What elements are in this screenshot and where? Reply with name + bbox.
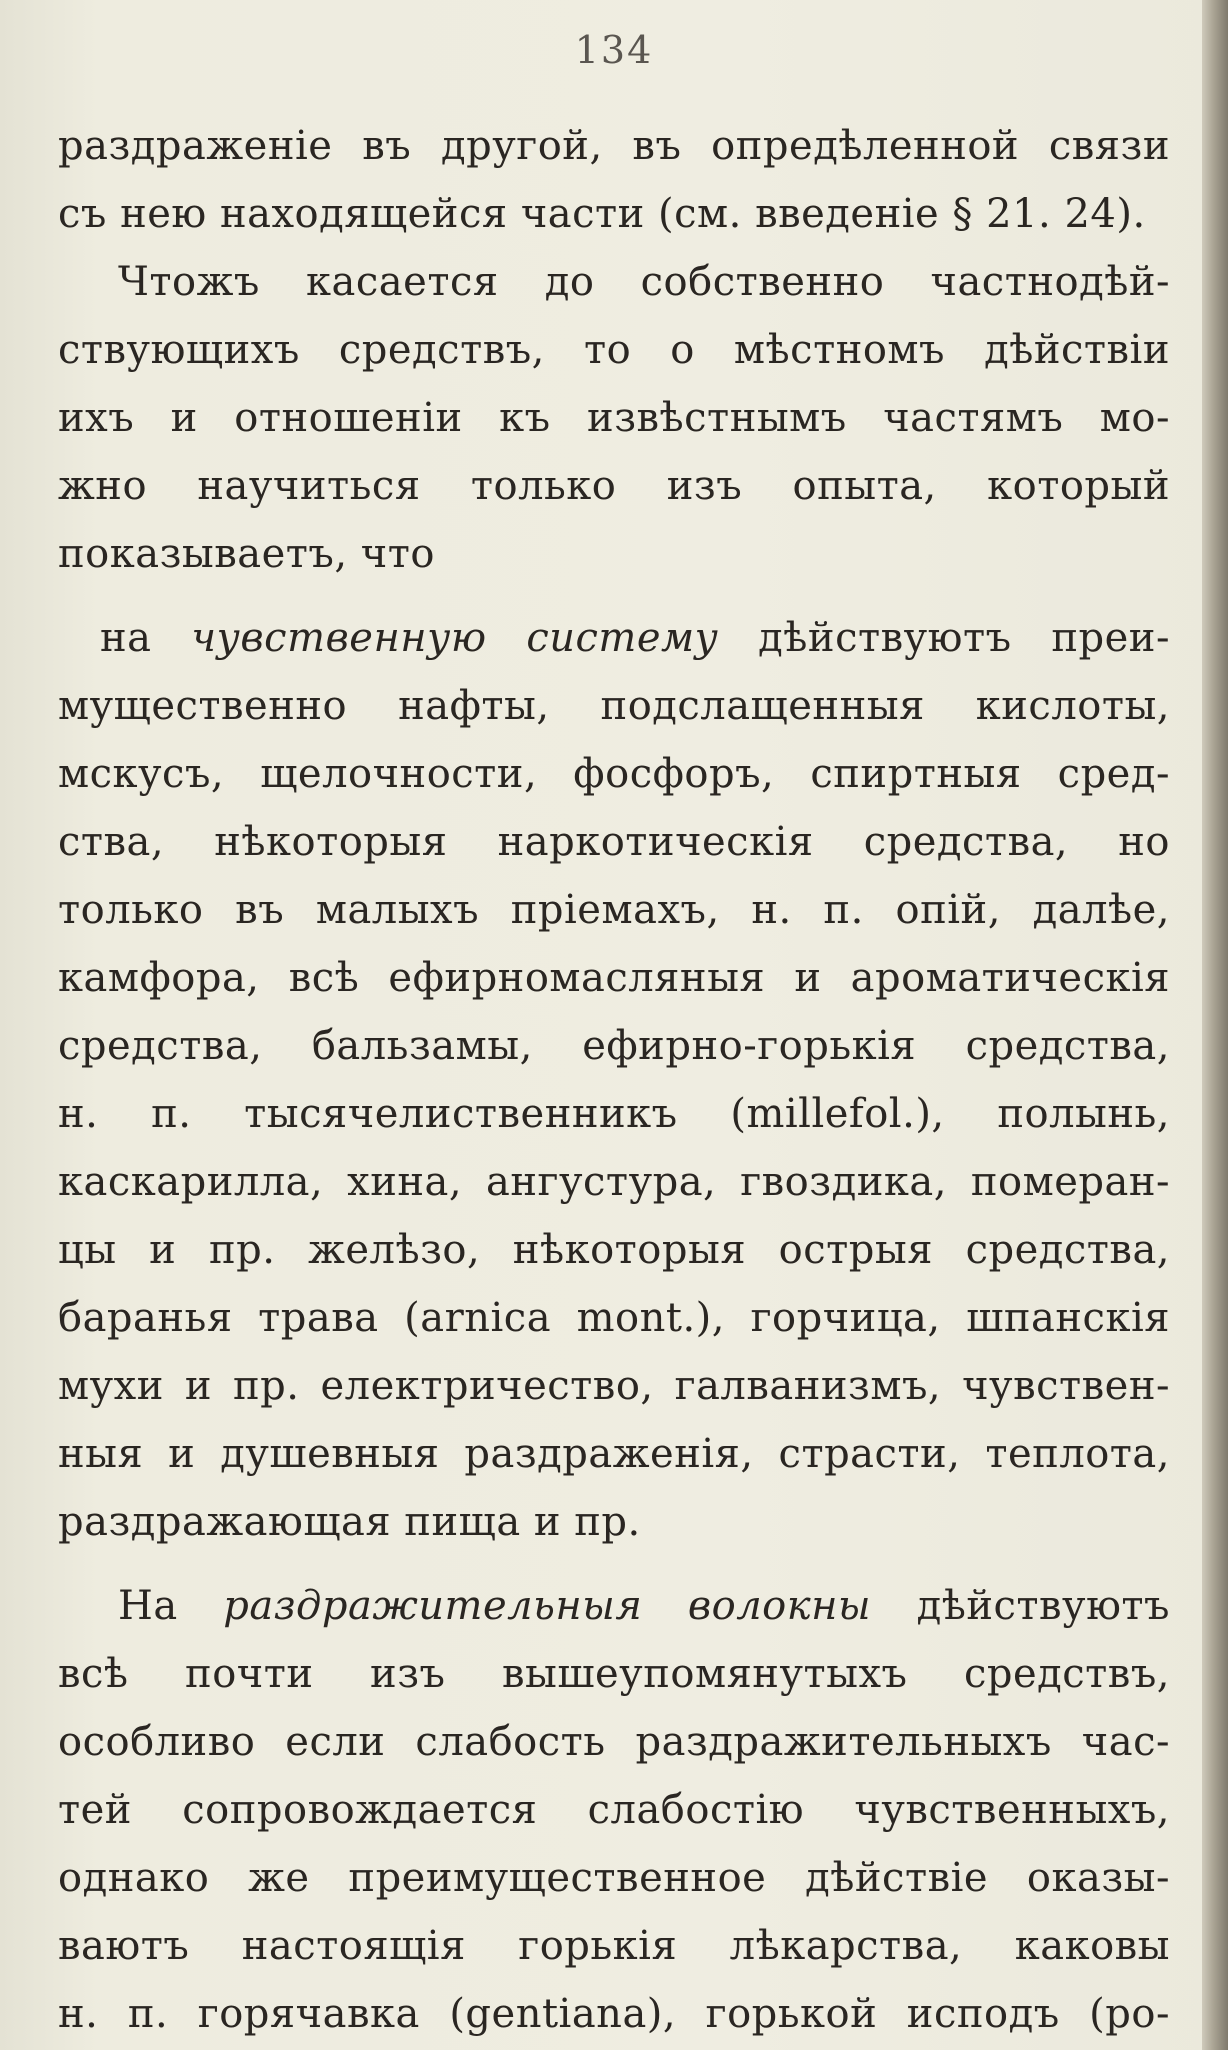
paragraph-2 [58,248,1170,588]
text-line: Чтожъ касается до собственно частнодѣй- [118,259,1170,305]
page-edge-shadow [1202,0,1228,2050]
paragraph-gap [58,1556,1170,1572]
text-line: каскарилла, хина, ангустура, гвоздика, померан- [58,1159,1170,1205]
text-line: раздраженіе въ другой, въ опредѣленной связи [58,123,1170,169]
text-line: баранья трава (arnica mont.), горчица, шпанскія [58,1295,1170,1341]
text-line: мущественно нафты, подслащенныя кислоты, [58,683,1170,729]
paragraph-1 [58,112,1170,248]
emphasis-text: чувственную систему [191,615,719,661]
text-line: жно научиться только изъ опыта, который [58,463,1170,509]
text-line: средства, бальзамы, ефирно-горькія средства, [58,1023,1170,1069]
text-line: ваютъ настоящія горькія лѣкарства, каковы [58,1923,1170,1969]
text-run: На [118,1583,224,1629]
text-line: цы и пр. желѣзо, нѣкоторыя острыя средства, [58,1227,1170,1273]
text-line: мухи и пр. електричество, галванизмъ, чувствен- [58,1363,1170,1409]
paragraph-4 [58,1572,1170,2048]
text-run: дѣйствуютъ [871,1583,1170,1629]
text-line: н. п. тысячелиственникъ (millefol.), полынь, [58,1091,1170,1137]
text-line: мскусъ, щелочности, фосфоръ, спиртныя сред- [58,751,1170,797]
text-line: показываетъ, что [58,531,435,577]
emphasis-text: раздражительныя волокны [223,1583,872,1629]
text-line [58,604,1170,672]
text-line: раздражающая пища и пр. [58,1499,641,1545]
text-line: ства, нѣкоторыя наркотическія средства, но [58,819,1170,865]
text-line: тей сопровождается слабостію чувственныхъ, [58,1787,1170,1833]
body-text [58,112,1170,2048]
text-run: дѣйствуютъ преи- [718,615,1170,661]
page-number: 134 [574,28,654,72]
text-line: камфора, всѣ ефирномасляныя и ароматическія [58,955,1170,1001]
text-line: только въ малыхъ пріемахъ, н. п. опій, далѣе, [58,887,1170,933]
text-run: на [100,615,192,661]
text-line: ихъ и отношеніи къ извѣстнымъ частямъ мо- [58,395,1170,441]
text-line: ствующихъ средствъ, то о мѣстномъ дѣйствіи [58,327,1170,373]
text-line [58,1572,1170,1640]
paragraph-gap [58,588,1170,604]
text-line: съ нею находящейся части (см. введеніе § 21. 24). [58,191,1146,237]
text-line: однако же преимущественное дѣйствіе оказы- [58,1855,1170,1901]
paragraph-3 [58,604,1170,1556]
text-line: н. п. горячавка (gentiana), горькой исподъ (ро- [58,1991,1170,2037]
text-line: особливо если слабость раздражительныхъ час- [58,1719,1170,1765]
text-line: ныя и душевныя раздраженія, страсти, теплота, [58,1431,1170,1477]
text-line: всѣ почти изъ вышеупомянутыхъ средствъ, [58,1651,1170,1697]
